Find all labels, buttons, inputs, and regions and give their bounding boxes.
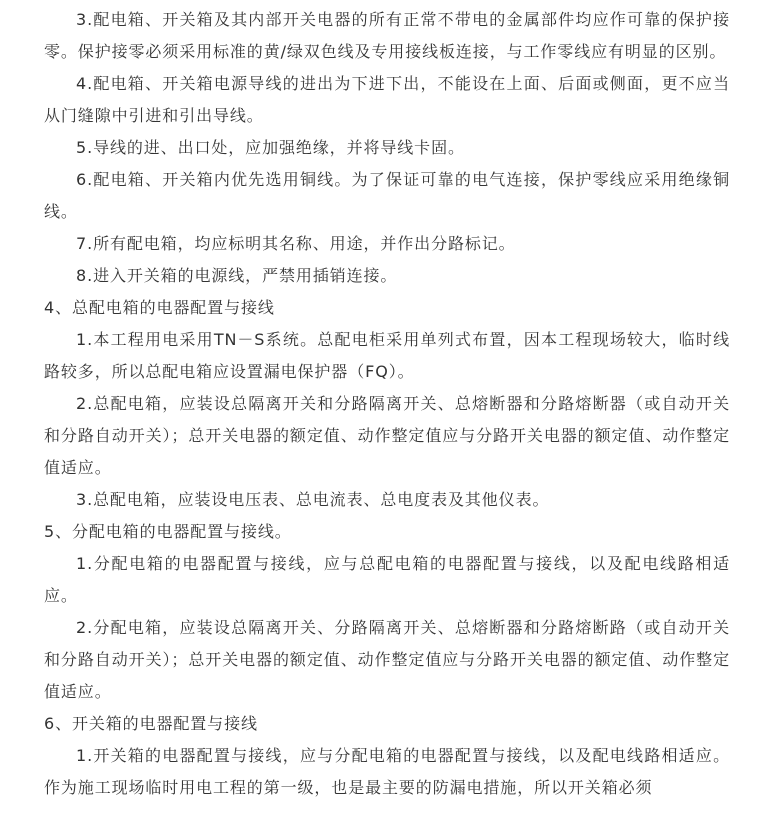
paragraph-item-4-wire-entry: 4.配电箱、开关箱电源导线的进出为下进下出，不能设在上面、后面或侧面，更不应当从门缝隙中引进和引出导线。 <box>44 74 730 125</box>
section-heading-5: 5、分配电箱的电器配置与接线。 <box>44 522 292 541</box>
paragraph-item-3-grounding: 3.配电箱、开关箱及其内部开关电器的所有正常不带电的金属部件均应作可靠的保护接零。保护接零必须采用标准的黄/绿双色线及专用接线板连接，与工作零线应有明显的区别。 <box>44 10 730 61</box>
paragraph-section4-item-3: 3.总配电箱，应装设电压表、总电流表、总电度表及其他仪表。 <box>76 490 550 509</box>
paragraph-section4-item-1: 1.本工程用电采用TN－S系统。总配电柜采用单列式布置，因本工程现场较大，临时线路较多，所以总配电箱应设置漏电保护器（FQ）。 <box>44 330 730 381</box>
document-body <box>44 4 730 804</box>
paragraph-section5-item-2: 2.分配电箱，应装设总隔离开关、分路隔离开关、总熔断器和分路熔断路（或自动开关和分路自动开关）；总开关电器的额定值、动作整定值应与分路开关电器的额定值、动作整定值适应。 <box>44 618 730 701</box>
section-heading-6: 6、开关箱的电器配置与接线 <box>44 714 258 733</box>
paragraph-section4-item-2: 2.总配电箱，应装设总隔离开关和分路隔离开关、总熔断器和分路熔断器（或自动开关和分路自动开关）；总开关电器的额定值、动作整定值应与分路开关电器的额定值、动作整定值适应。 <box>44 394 730 477</box>
paragraph-item-6-copper-wire: 6.配电箱、开关箱内优先选用铜线。为了保证可靠的电气连接，保护零线应采用绝缘铜线。 <box>44 170 730 221</box>
paragraph-section5-item-1: 1.分配电箱的电器配置与接线，应与总配电箱的电器配置与接线，以及配电线路相适应。 <box>44 554 730 605</box>
paragraph-item-7-labeling: 7.所有配电箱，均应标明其名称、用途，并作出分路标记。 <box>76 234 516 253</box>
paragraph-item-8-no-plugs: 8.进入开关箱的电源线，严禁用插销连接。 <box>76 266 398 285</box>
paragraph-section6-item-1: 1.开关箱的电器配置与接线，应与分配电箱的电器配置与接线，以及配电线路相适应。作为施工现场临时用电工程的第一级，也是最主要的防漏电措施，所以开关箱必须 <box>44 746 730 797</box>
section-heading-4: 4、总配电箱的电器配置与接线 <box>44 298 275 317</box>
paragraph-item-5-insulation: 5.导线的进、出口处，应加强绝缘，并将导线卡固。 <box>76 138 465 157</box>
